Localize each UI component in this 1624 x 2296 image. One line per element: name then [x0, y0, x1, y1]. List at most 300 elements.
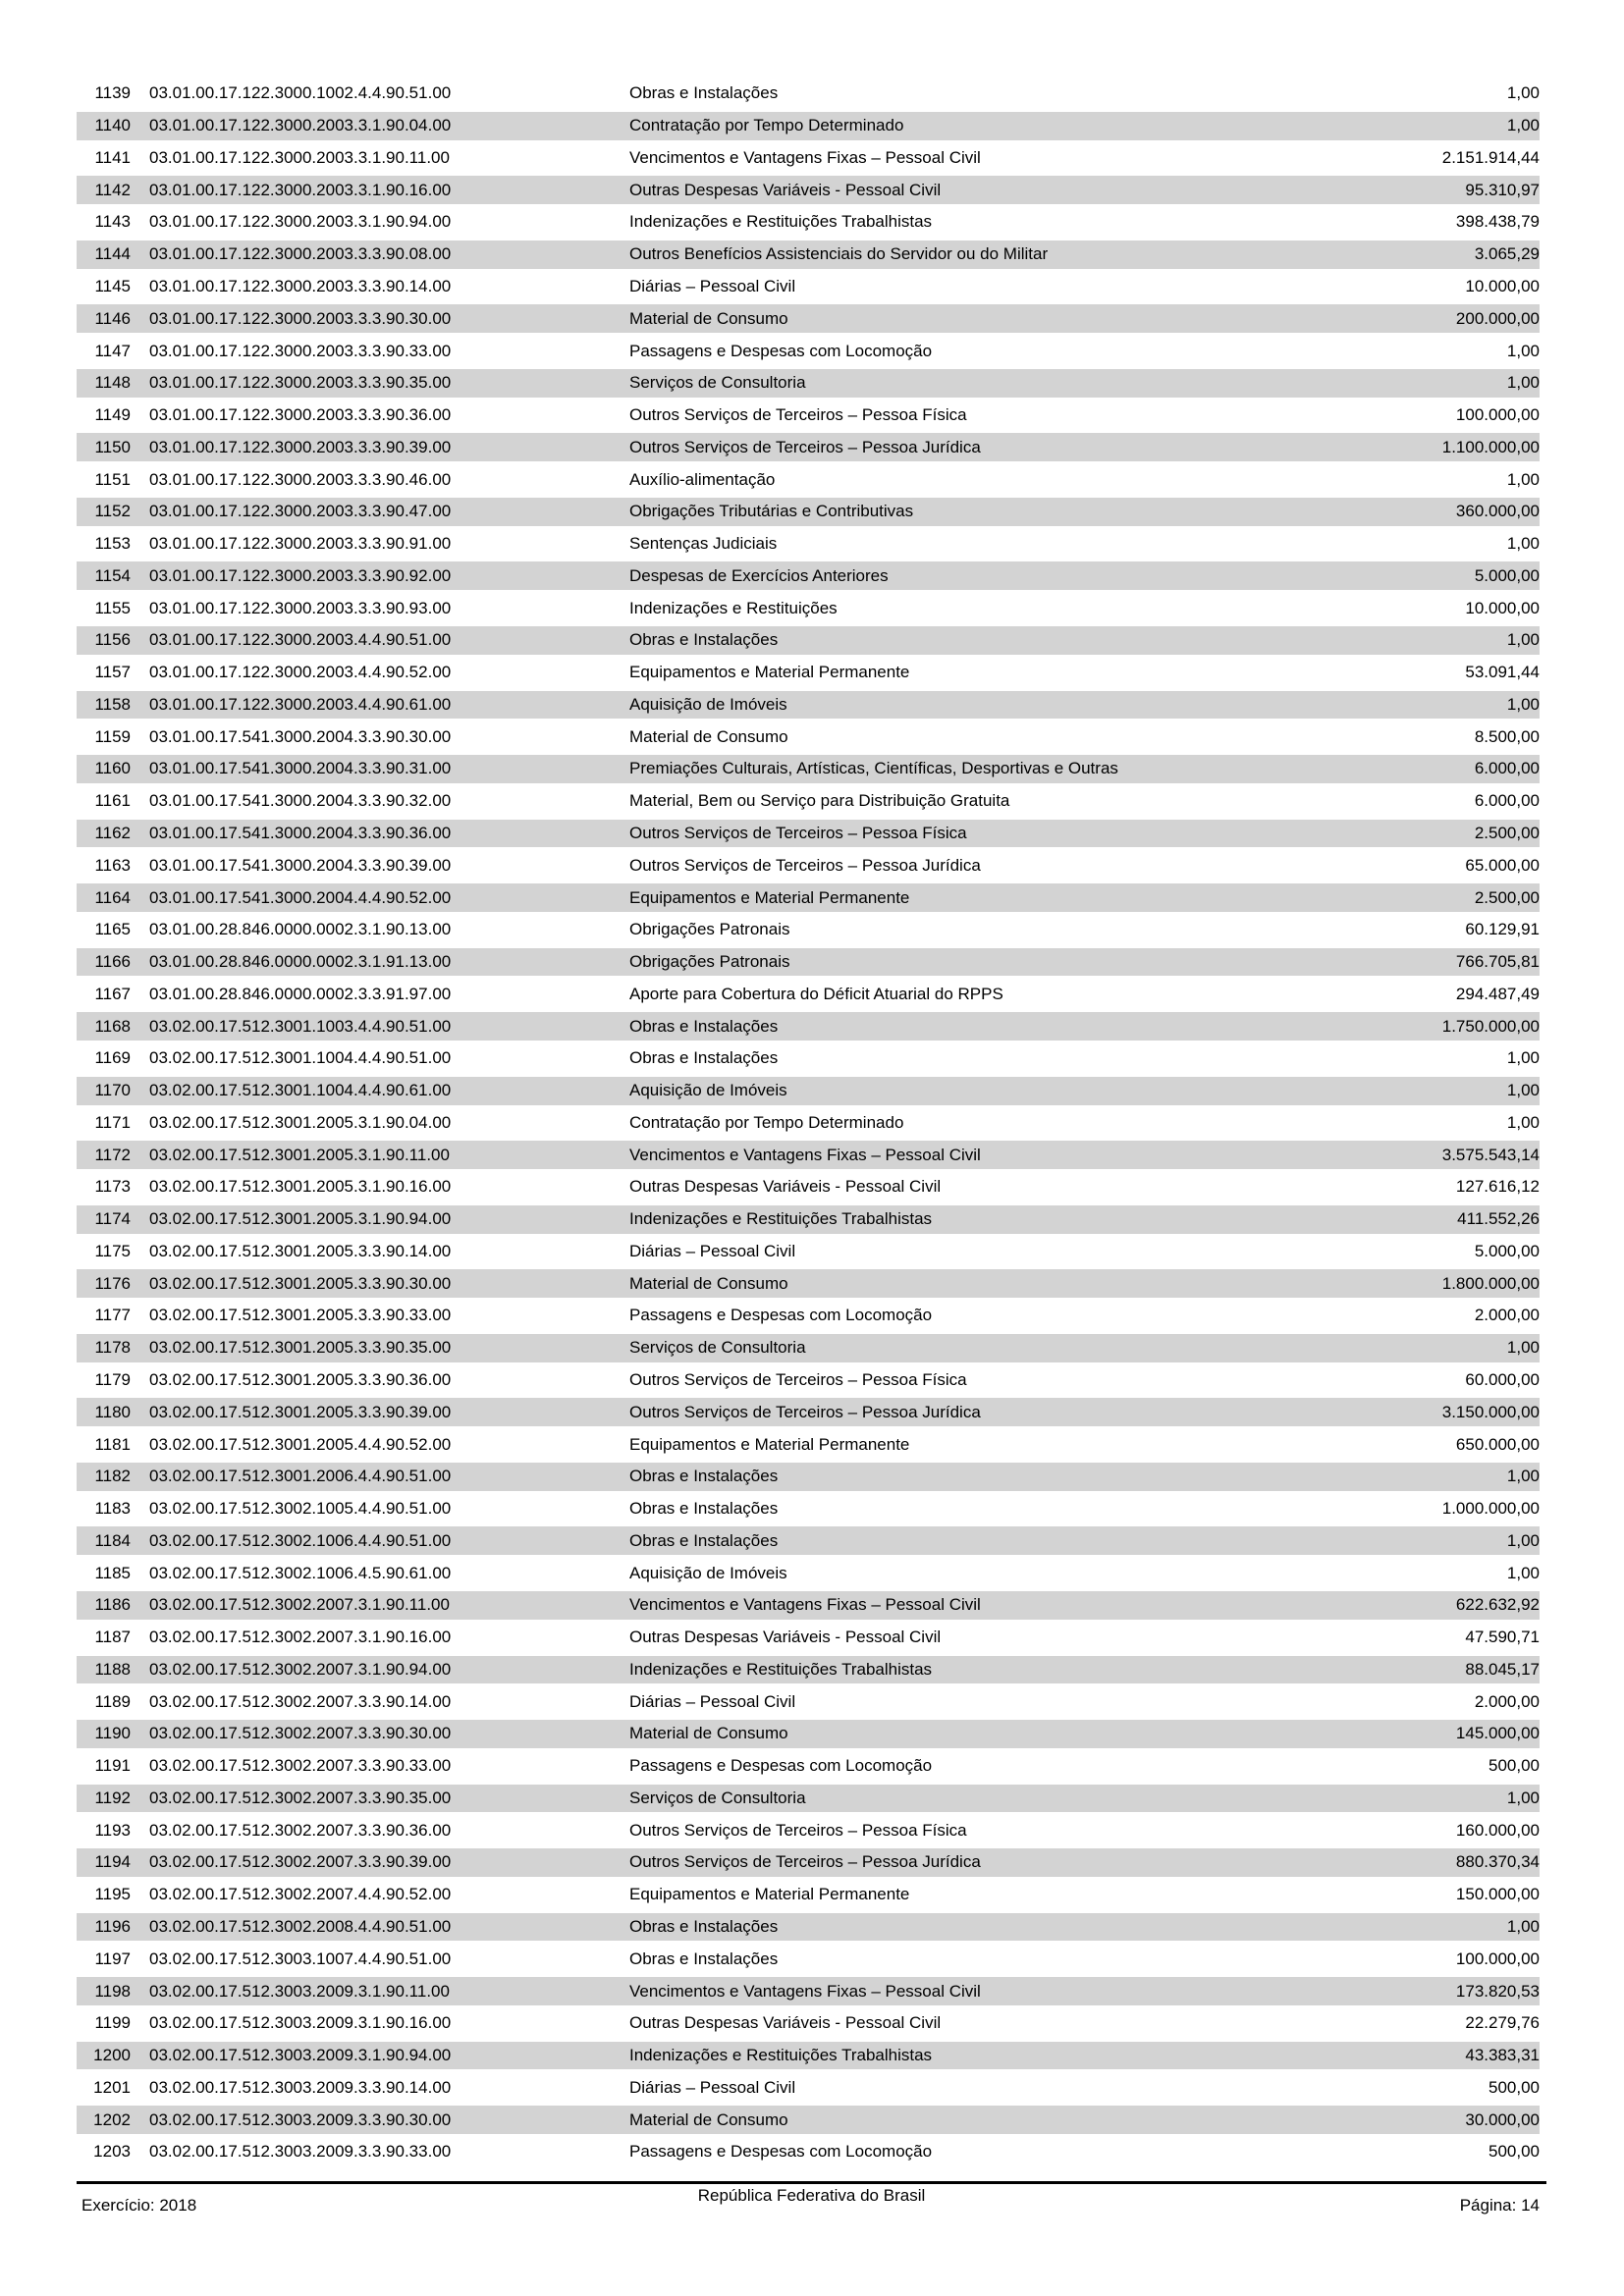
- cell-amount: 1,00: [1506, 83, 1540, 103]
- cell-budget-code: 03.01.00.17.122.3000.2003.4.4.90.51.00: [149, 630, 452, 650]
- cell-row-number: 1192: [94, 1788, 131, 1807]
- cell-row-number: 1202: [93, 2109, 131, 2129]
- cell-budget-code: 03.02.00.17.512.3001.1004.4.4.90.61.00: [149, 1081, 452, 1100]
- cell-amount: 411.552,26: [1457, 1209, 1540, 1229]
- cell-budget-code: 03.02.00.17.512.3003.1007.4.4.90.51.00: [149, 1949, 452, 1968]
- table-row: [77, 1203, 1546, 1236]
- cell-amount: 294.487,49: [1455, 984, 1540, 1003]
- cell-row-number: 1148: [94, 373, 131, 393]
- cell-amount: 1,00: [1506, 1917, 1540, 1937]
- cell-expense-description: Diárias – Pessoal Civil: [629, 2077, 796, 2097]
- cell-expense-description: Outros Serviços de Terceiros – Pessoa Jurídica: [629, 437, 981, 456]
- cell-expense-description: Serviços de Consultoria: [629, 1788, 806, 1807]
- cell-expense-description: Aquisição de Imóveis: [629, 1081, 787, 1100]
- cell-row-number: 1183: [94, 1499, 131, 1519]
- table-row: [77, 1911, 1546, 1944]
- cell-row-number: 1198: [94, 1981, 131, 2001]
- cell-row-number: 1162: [94, 823, 131, 842]
- cell-expense-description: Indenizações e Restituições Trabalhistas: [629, 2046, 933, 2065]
- cell-amount: 6.000,00: [1474, 759, 1540, 778]
- cell-amount: 1,00: [1506, 469, 1540, 489]
- cell-row-number: 1194: [94, 1852, 131, 1872]
- cell-budget-code: 03.01.00.17.122.3000.2003.3.1.90.94.00: [149, 212, 452, 232]
- cell-amount: 1.000.000,00: [1441, 1499, 1540, 1519]
- table-row: [77, 1589, 1546, 1622]
- cell-budget-code: 03.01.00.17.122.3000.2003.4.4.90.52.00: [149, 663, 452, 682]
- cell-row-number: 1197: [94, 1949, 131, 1968]
- cell-row-number: 1165: [94, 920, 131, 939]
- cell-row-number: 1200: [93, 2046, 131, 2065]
- cell-amount: 145.000,00: [1455, 1724, 1540, 1743]
- cell-amount: 1,00: [1506, 1112, 1540, 1132]
- table-row: [77, 1557, 1546, 1589]
- cell-budget-code: 03.01.00.17.122.3000.2003.4.4.90.61.00: [149, 694, 452, 714]
- cell-amount: 127.616,12: [1455, 1177, 1540, 1197]
- cell-row-number: 1174: [94, 1209, 131, 1229]
- cell-row-number: 1147: [94, 341, 131, 360]
- cell-amount: 100.000,00: [1455, 1949, 1540, 1968]
- cell-budget-code: 03.02.00.17.512.3001.2005.3.3.90.14.00: [149, 1241, 452, 1260]
- cell-expense-description: Indenizações e Restituições Trabalhistas: [629, 1659, 933, 1679]
- table-row: [77, 1846, 1546, 1879]
- table-row: [77, 496, 1546, 528]
- cell-budget-code: 03.01.00.17.122.3000.2003.3.3.90.46.00: [149, 469, 452, 489]
- cell-row-number: 1169: [94, 1048, 131, 1068]
- cell-row-number: 1149: [94, 405, 131, 425]
- table-row: [77, 1879, 1546, 1911]
- table-row: [77, 1010, 1546, 1042]
- cell-amount: 1,00: [1506, 341, 1540, 360]
- table-row: [77, 1685, 1546, 1718]
- cell-expense-description: Diárias – Pessoal Civil: [629, 276, 796, 295]
- cell-expense-description: Outros Serviços de Terceiros – Pessoa Jurídica: [629, 1402, 981, 1421]
- table-row: [77, 624, 1546, 657]
- budget-table: [77, 78, 1546, 2168]
- table-row: [77, 914, 1546, 946]
- cell-amount: 1.750.000,00: [1441, 1016, 1540, 1036]
- cell-row-number: 1196: [94, 1917, 131, 1937]
- table-row: [77, 302, 1546, 335]
- cell-amount: 398.438,79: [1455, 212, 1540, 232]
- table-row: [77, 1300, 1546, 1332]
- table-row: [77, 592, 1546, 624]
- cell-expense-description: Outras Despesas Variáveis - Pessoal Civil: [629, 180, 942, 199]
- cell-row-number: 1140: [94, 116, 131, 135]
- cell-row-number: 1157: [94, 663, 131, 682]
- cell-row-number: 1177: [94, 1306, 131, 1325]
- cell-budget-code: 03.02.00.17.512.3001.2005.3.1.90.94.00: [149, 1209, 452, 1229]
- table-row: [77, 785, 1546, 818]
- cell-budget-code: 03.02.00.17.512.3002.1006.4.5.90.61.00: [149, 1563, 452, 1582]
- table-row: [77, 1042, 1546, 1075]
- cell-budget-code: 03.01.00.17.122.3000.2003.3.3.90.36.00: [149, 405, 452, 425]
- cell-row-number: 1141: [94, 147, 131, 167]
- cell-budget-code: 03.01.00.17.122.3000.2003.3.1.90.11.00: [149, 147, 450, 167]
- cell-amount: 95.310,97: [1465, 180, 1540, 199]
- table-row: [77, 1654, 1546, 1686]
- cell-expense-description: Obrigações Patronais: [629, 952, 790, 972]
- cell-expense-description: Despesas de Exercícios Anteriores: [629, 565, 889, 585]
- footer-country-title: República Federativa do Brasil: [697, 2186, 926, 2205]
- cell-expense-description: Indenizações e Restituições: [629, 598, 838, 617]
- cell-amount: 500,00: [1489, 1756, 1540, 1776]
- cell-expense-description: Vencimentos e Vantagens Fixas – Pessoal Civil: [629, 1595, 981, 1615]
- cell-expense-description: Indenizações e Restituições Trabalhistas: [629, 212, 933, 232]
- cell-expense-description: Indenizações e Restituições Trabalhistas: [629, 1209, 933, 1229]
- table-row: [77, 78, 1546, 110]
- cell-amount: 43.383,31: [1465, 2046, 1540, 2065]
- cell-budget-code: 03.01.00.17.122.3000.2003.3.3.90.47.00: [149, 502, 452, 521]
- cell-amount: 1,00: [1506, 1563, 1540, 1582]
- cell-budget-code: 03.02.00.17.512.3001.2005.3.3.90.33.00: [149, 1306, 452, 1325]
- cell-amount: 2.500,00: [1474, 823, 1540, 842]
- cell-expense-description: Obras e Instalações: [629, 1530, 779, 1550]
- cell-row-number: 1170: [94, 1081, 131, 1100]
- table-row: [77, 1783, 1546, 1815]
- cell-amount: 22.279,76: [1465, 2013, 1540, 2033]
- cell-expense-description: Diárias – Pessoal Civil: [629, 1691, 796, 1711]
- cell-amount: 65.000,00: [1465, 855, 1540, 875]
- cell-expense-description: Outros Serviços de Terceiros – Pessoa Física: [629, 823, 967, 842]
- cell-budget-code: 03.02.00.17.512.3002.2007.3.3.90.33.00: [149, 1756, 452, 1776]
- table-row: [77, 206, 1546, 239]
- cell-budget-code: 03.01.00.17.122.3000.2003.3.3.90.93.00: [149, 598, 452, 617]
- table-row: [77, 657, 1546, 689]
- cell-expense-description: Outras Despesas Variáveis - Pessoal Civil: [629, 2013, 942, 2033]
- cell-amount: 2.000,00: [1474, 1306, 1540, 1325]
- cell-row-number: 1146: [94, 308, 131, 328]
- cell-expense-description: Passagens e Despesas com Locomoção: [629, 341, 933, 360]
- cell-expense-description: Obras e Instalações: [629, 1949, 779, 1968]
- cell-amount: 1,00: [1506, 1048, 1540, 1068]
- table-row: [77, 881, 1546, 914]
- cell-expense-description: Obras e Instalações: [629, 1467, 779, 1486]
- table-row: [77, 431, 1546, 463]
- cell-budget-code: 03.01.00.17.122.3000.2003.3.3.90.91.00: [149, 534, 452, 554]
- table-row: [77, 174, 1546, 206]
- cell-row-number: 1161: [94, 791, 131, 811]
- cell-budget-code: 03.01.00.17.541.3000.2004.3.3.90.32.00: [149, 791, 452, 811]
- cell-expense-description: Outros Serviços de Terceiros – Pessoa Física: [629, 1370, 967, 1389]
- table-row: [77, 978, 1546, 1010]
- cell-budget-code: 03.02.00.17.512.3001.2005.3.1.90.04.00: [149, 1112, 452, 1132]
- cell-amount: 30.000,00: [1465, 2109, 1540, 2129]
- cell-amount: 8.500,00: [1474, 726, 1540, 746]
- cell-amount: 1,00: [1506, 1081, 1540, 1100]
- cell-expense-description: Aquisição de Imóveis: [629, 694, 787, 714]
- cell-amount: 622.632,92: [1455, 1595, 1540, 1615]
- table-row: [77, 239, 1546, 271]
- cell-row-number: 1155: [94, 598, 131, 617]
- cell-expense-description: Contratação por Tempo Determinado: [629, 1112, 904, 1132]
- cell-row-number: 1193: [94, 1820, 131, 1840]
- table-row: [77, 1396, 1546, 1428]
- cell-budget-code: 03.02.00.17.512.3002.1006.4.4.90.51.00: [149, 1530, 452, 1550]
- cell-amount: 500,00: [1489, 2142, 1540, 2162]
- cell-budget-code: 03.02.00.17.512.3001.2005.4.4.90.52.00: [149, 1434, 452, 1454]
- table-row: [77, 1814, 1546, 1846]
- table-row: [77, 1364, 1546, 1397]
- table-row: [77, 818, 1546, 850]
- cell-row-number: 1168: [94, 1016, 131, 1036]
- cell-expense-description: Obrigações Tributárias e Contributivas: [629, 502, 914, 521]
- cell-row-number: 1199: [94, 2013, 131, 2033]
- cell-expense-description: Outras Despesas Variáveis - Pessoal Civil: [629, 1628, 942, 1647]
- cell-amount: 5.000,00: [1474, 565, 1540, 585]
- cell-amount: 47.590,71: [1465, 1628, 1540, 1647]
- cell-budget-code: 03.02.00.17.512.3001.1004.4.4.90.51.00: [149, 1048, 452, 1068]
- cell-expense-description: Auxílio-alimentação: [629, 469, 776, 489]
- cell-expense-description: Equipamentos e Material Permanente: [629, 887, 910, 907]
- table-row: [77, 1622, 1546, 1654]
- cell-expense-description: Equipamentos e Material Permanente: [629, 1434, 910, 1454]
- cell-expense-description: Passagens e Despesas com Locomoção: [629, 1756, 933, 1776]
- cell-budget-code: 03.02.00.17.512.3003.2009.3.1.90.11.00: [149, 1981, 450, 2001]
- cell-expense-description: Material de Consumo: [629, 1273, 788, 1293]
- cell-amount: 173.820,53: [1455, 1981, 1540, 2001]
- cell-budget-code: 03.02.00.17.512.3001.2005.3.1.90.11.00: [149, 1145, 450, 1164]
- cell-row-number: 1195: [94, 1885, 131, 1904]
- cell-expense-description: Obras e Instalações: [629, 1016, 779, 1036]
- cell-amount: 10.000,00: [1465, 276, 1540, 295]
- cell-budget-code: 03.02.00.17.512.3002.2007.3.1.90.94.00: [149, 1659, 452, 1679]
- table-row: [77, 1267, 1546, 1300]
- cell-amount: 1,00: [1506, 116, 1540, 135]
- cell-expense-description: Sentenças Judiciais: [629, 534, 778, 554]
- cell-budget-code: 03.02.00.17.512.3003.2009.3.3.90.30.00: [149, 2109, 452, 2129]
- table-row: [77, 110, 1546, 142]
- table-row: [77, 1524, 1546, 1557]
- cell-row-number: 1160: [94, 759, 131, 778]
- table-row: [77, 1461, 1546, 1493]
- cell-amount: 5.000,00: [1474, 1241, 1540, 1260]
- table-row: [77, 142, 1546, 175]
- cell-amount: 3.575.543,14: [1441, 1145, 1540, 1164]
- cell-row-number: 1139: [94, 83, 131, 103]
- cell-amount: 880.370,34: [1455, 1852, 1540, 1872]
- cell-budget-code: 03.01.00.17.122.3000.2003.3.1.90.04.00: [149, 116, 452, 135]
- cell-budget-code: 03.02.00.17.512.3001.2006.4.4.90.51.00: [149, 1467, 452, 1486]
- cell-amount: 88.045,17: [1465, 1659, 1540, 1679]
- cell-row-number: 1186: [94, 1595, 131, 1615]
- footer-page-number: Página: 14: [1459, 2196, 1540, 2215]
- cell-budget-code: 03.01.00.28.846.0000.0002.3.1.91.13.00: [149, 952, 452, 972]
- cell-expense-description: Material de Consumo: [629, 308, 788, 328]
- cell-expense-description: Equipamentos e Material Permanente: [629, 1885, 910, 1904]
- cell-budget-code: 03.02.00.17.512.3001.1003.4.4.90.51.00: [149, 1016, 452, 1036]
- table-row: [77, 1332, 1546, 1364]
- cell-expense-description: Obrigações Patronais: [629, 920, 790, 939]
- cell-row-number: 1184: [94, 1530, 131, 1550]
- cell-budget-code: 03.01.00.17.122.3000.2003.3.3.90.92.00: [149, 565, 452, 585]
- cell-expense-description: Premiações Culturais, Artísticas, Científicas, Desportivas e Outras: [629, 759, 1118, 778]
- cell-budget-code: 03.01.00.17.541.3000.2004.3.3.90.39.00: [149, 855, 452, 875]
- cell-amount: 1.800.000,00: [1441, 1273, 1540, 1293]
- table-row: [77, 2071, 1546, 2104]
- cell-expense-description: Outros Serviços de Terceiros – Pessoa Física: [629, 405, 967, 425]
- cell-row-number: 1143: [94, 212, 131, 232]
- footer-exercise-label: Exercício: 2018: [81, 2196, 197, 2215]
- cell-amount: 2.151.914,44: [1441, 147, 1540, 167]
- table-row: [77, 367, 1546, 400]
- cell-budget-code: 03.02.00.17.512.3003.2009.3.3.90.33.00: [149, 2142, 452, 2162]
- cell-amount: 100.000,00: [1455, 405, 1540, 425]
- cell-budget-code: 03.01.00.17.122.3000.2003.3.3.90.35.00: [149, 373, 452, 393]
- cell-budget-code: 03.01.00.17.541.3000.2004.3.3.90.36.00: [149, 823, 452, 842]
- cell-row-number: 1154: [94, 565, 131, 585]
- cell-amount: 1.100.000,00: [1441, 437, 1540, 456]
- table-row: [77, 721, 1546, 753]
- cell-row-number: 1163: [94, 855, 131, 875]
- cell-row-number: 1175: [94, 1241, 131, 1260]
- table-row: [77, 1171, 1546, 1203]
- cell-row-number: 1167: [94, 984, 131, 1003]
- cell-row-number: 1166: [94, 952, 131, 972]
- cell-row-number: 1164: [94, 887, 131, 907]
- cell-expense-description: Outros Serviços de Terceiros – Pessoa Física: [629, 1820, 967, 1840]
- cell-expense-description: Equipamentos e Material Permanente: [629, 663, 910, 682]
- table-row: [77, 849, 1546, 881]
- cell-amount: 2.500,00: [1474, 887, 1540, 907]
- cell-budget-code: 03.02.00.17.512.3002.2007.3.1.90.11.00: [149, 1595, 450, 1615]
- cell-expense-description: Diárias – Pessoal Civil: [629, 1241, 796, 1260]
- cell-budget-code: 03.02.00.17.512.3002.2007.3.3.90.39.00: [149, 1852, 452, 1872]
- table-row: [77, 560, 1546, 592]
- cell-budget-code: 03.02.00.17.512.3002.2007.3.3.90.30.00: [149, 1724, 452, 1743]
- cell-expense-description: Contratação por Tempo Determinado: [629, 116, 904, 135]
- cell-row-number: 1190: [94, 1724, 131, 1743]
- cell-row-number: 1171: [94, 1112, 131, 1132]
- cell-amount: 160.000,00: [1455, 1820, 1540, 1840]
- cell-amount: 60.000,00: [1465, 1370, 1540, 1389]
- cell-budget-code: 03.02.00.17.512.3001.2005.3.3.90.39.00: [149, 1402, 452, 1421]
- table-row: [77, 271, 1546, 303]
- cell-budget-code: 03.01.00.17.122.3000.2003.3.3.90.30.00: [149, 308, 452, 328]
- table-row: [77, 1718, 1546, 1750]
- cell-row-number: 1180: [94, 1402, 131, 1421]
- cell-amount: 2.000,00: [1474, 1691, 1540, 1711]
- cell-row-number: 1181: [94, 1434, 131, 1454]
- cell-budget-code: 03.01.00.17.122.3000.2003.3.3.90.14.00: [149, 276, 452, 295]
- cell-row-number: 1203: [93, 2142, 131, 2162]
- cell-expense-description: Serviços de Consultoria: [629, 373, 806, 393]
- footer-rule: [77, 2181, 1546, 2184]
- table-row: [77, 689, 1546, 721]
- cell-budget-code: 03.02.00.17.512.3002.2007.3.3.90.14.00: [149, 1691, 452, 1711]
- table-row: [77, 1943, 1546, 1975]
- cell-amount: 1,00: [1506, 1530, 1540, 1550]
- cell-expense-description: Obras e Instalações: [629, 1499, 779, 1519]
- cell-budget-code: 03.02.00.17.512.3001.2005.3.3.90.35.00: [149, 1338, 452, 1358]
- cell-expense-description: Material de Consumo: [629, 726, 788, 746]
- cell-expense-description: Aporte para Cobertura do Déficit Atuarial do RPPS: [629, 984, 1003, 1003]
- cell-amount: 650.000,00: [1455, 1434, 1540, 1454]
- cell-row-number: 1152: [94, 502, 131, 521]
- cell-row-number: 1153: [94, 534, 131, 554]
- cell-row-number: 1156: [94, 630, 131, 650]
- cell-row-number: 1176: [94, 1273, 131, 1293]
- cell-budget-code: 03.02.00.17.512.3002.2007.3.3.90.35.00: [149, 1788, 452, 1807]
- cell-expense-description: Material de Consumo: [629, 2109, 788, 2129]
- cell-row-number: 1201: [93, 2077, 131, 2097]
- table-row: [77, 2104, 1546, 2136]
- cell-budget-code: 03.01.00.28.846.0000.0002.3.3.91.97.00: [149, 984, 452, 1003]
- cell-amount: 1,00: [1506, 1338, 1540, 1358]
- cell-row-number: 1150: [94, 437, 131, 456]
- cell-row-number: 1182: [94, 1467, 131, 1486]
- cell-row-number: 1144: [94, 244, 131, 264]
- table-row: [77, 1236, 1546, 1268]
- cell-row-number: 1142: [94, 180, 131, 199]
- cell-amount: 3.065,29: [1474, 244, 1540, 264]
- table-row: [77, 463, 1546, 496]
- cell-budget-code: 03.02.00.17.512.3002.2007.3.1.90.16.00: [149, 1628, 452, 1647]
- table-row: [77, 1107, 1546, 1140]
- cell-expense-description: Obras e Instalações: [629, 1917, 779, 1937]
- table-row: [77, 1139, 1546, 1171]
- cell-budget-code: 03.01.00.17.122.3000.2003.3.3.90.39.00: [149, 437, 452, 456]
- cell-budget-code: 03.01.00.17.541.3000.2004.3.3.90.31.00: [149, 759, 452, 778]
- cell-expense-description: Serviços de Consultoria: [629, 1338, 806, 1358]
- cell-expense-description: Material de Consumo: [629, 1724, 788, 1743]
- table-row: [77, 2136, 1546, 2168]
- cell-expense-description: Vencimentos e Vantagens Fixas – Pessoal Civil: [629, 1981, 981, 2001]
- table-row: [77, 2040, 1546, 2072]
- cell-budget-code: 03.02.00.17.512.3003.2009.3.1.90.16.00: [149, 2013, 452, 2033]
- cell-row-number: 1178: [94, 1338, 131, 1358]
- cell-budget-code: 03.01.00.17.541.3000.2004.4.4.90.52.00: [149, 887, 452, 907]
- cell-budget-code: 03.01.00.17.122.3000.2003.3.3.90.08.00: [149, 244, 452, 264]
- cell-budget-code: 03.02.00.17.512.3001.2005.3.1.90.16.00: [149, 1177, 452, 1197]
- cell-amount: 10.000,00: [1465, 598, 1540, 617]
- cell-budget-code: 03.01.00.17.122.3000.2003.3.3.90.33.00: [149, 341, 452, 360]
- cell-budget-code: 03.02.00.17.512.3003.2009.3.3.90.14.00: [149, 2077, 452, 2097]
- cell-expense-description: Aquisição de Imóveis: [629, 1563, 787, 1582]
- cell-row-number: 1187: [94, 1628, 131, 1647]
- cell-row-number: 1179: [94, 1370, 131, 1389]
- cell-expense-description: Vencimentos e Vantagens Fixas – Pessoal Civil: [629, 147, 981, 167]
- cell-row-number: 1151: [94, 469, 131, 489]
- cell-budget-code: 03.02.00.17.512.3001.2005.3.3.90.30.00: [149, 1273, 452, 1293]
- cell-expense-description: Outras Despesas Variáveis - Pessoal Civil: [629, 1177, 942, 1197]
- cell-budget-code: 03.01.00.28.846.0000.0002.3.1.90.13.00: [149, 920, 452, 939]
- cell-budget-code: 03.02.00.17.512.3003.2009.3.1.90.94.00: [149, 2046, 452, 2065]
- table-row: [77, 335, 1546, 367]
- cell-row-number: 1188: [94, 1659, 131, 1679]
- cell-expense-description: Passagens e Despesas com Locomoção: [629, 2142, 933, 2162]
- cell-row-number: 1173: [94, 1177, 131, 1197]
- cell-row-number: 1191: [94, 1756, 131, 1776]
- cell-row-number: 1145: [94, 276, 131, 295]
- cell-budget-code: 03.02.00.17.512.3001.2005.3.3.90.36.00: [149, 1370, 452, 1389]
- cell-row-number: 1189: [94, 1691, 131, 1711]
- cell-expense-description: Material, Bem ou Serviço para Distribuição Gratuita: [629, 791, 1010, 811]
- cell-row-number: 1172: [94, 1145, 131, 1164]
- cell-expense-description: Outros Serviços de Terceiros – Pessoa Jurídica: [629, 1852, 981, 1872]
- cell-amount: 150.000,00: [1455, 1885, 1540, 1904]
- cell-budget-code: 03.02.00.17.512.3002.2007.4.4.90.52.00: [149, 1885, 452, 1904]
- cell-row-number: 1159: [94, 726, 131, 746]
- cell-amount: 1,00: [1506, 694, 1540, 714]
- cell-budget-code: 03.01.00.17.541.3000.2004.3.3.90.30.00: [149, 726, 452, 746]
- cell-expense-description: Obras e Instalações: [629, 630, 779, 650]
- cell-budget-code: 03.02.00.17.512.3002.1005.4.4.90.51.00: [149, 1499, 452, 1519]
- table-row: [77, 1750, 1546, 1783]
- cell-amount: 500,00: [1489, 2077, 1540, 2097]
- cell-amount: 1,00: [1506, 534, 1540, 554]
- cell-expense-description: Outros Serviços de Terceiros – Pessoa Jurídica: [629, 855, 981, 875]
- cell-amount: 360.000,00: [1455, 502, 1540, 521]
